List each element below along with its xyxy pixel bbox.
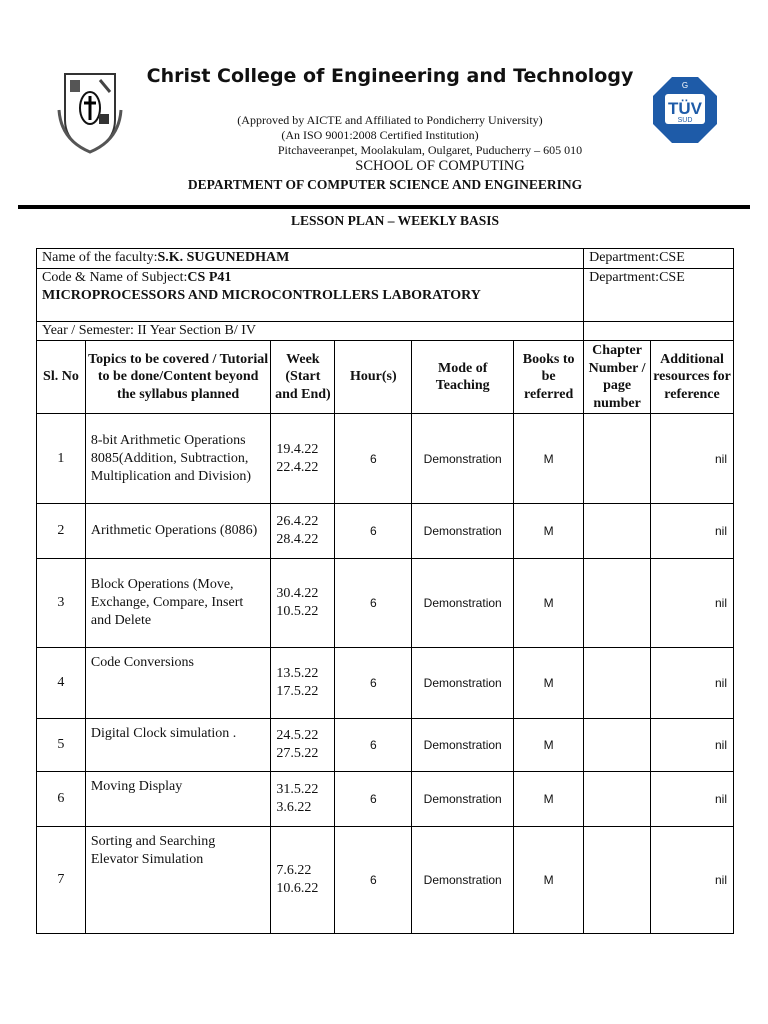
approval-text: (Approved by AICTE and Affiliated to Pondicherry University)	[237, 113, 543, 127]
subject-label: Code & Name of Subject:	[42, 270, 188, 285]
col-week: Week (Start and End)	[271, 341, 335, 414]
row-resources: nil	[651, 648, 734, 719]
address-text: Pitchaveeranpet, Moolakulam, Oulgaret, Puducherry – 605 010	[277, 143, 583, 157]
department-1: Department:CSE	[584, 249, 734, 269]
row-topic: Sorting and Searching Elevator Simulation	[85, 827, 271, 934]
row-hours: 6	[335, 772, 412, 827]
table-row	[37, 559, 734, 648]
row-books: M	[514, 414, 584, 504]
subject-name: MICROPROCESSORS AND MICROCONTROLLERS LABORATORY	[42, 288, 481, 303]
row-mode: Demonstration	[412, 772, 514, 827]
lesson-plan-table	[36, 248, 734, 934]
svg-text:G: G	[681, 81, 689, 90]
row-week: 13.5.22 17.5.22	[271, 648, 335, 719]
row-mode: Demonstration	[412, 648, 514, 719]
row-number: 4	[37, 648, 86, 719]
row-resources: nil	[651, 772, 734, 827]
row-hours: 6	[335, 504, 412, 559]
subject-code: CS P41	[187, 270, 232, 285]
column-header-row	[37, 341, 734, 414]
document-title: LESSON PLAN – WEEKLY BASIS	[290, 213, 500, 228]
row-books: M	[514, 719, 584, 772]
row-resources: nil	[651, 559, 734, 648]
row-hours: 6	[335, 827, 412, 934]
row-week: 19.4.22 22.4.22	[271, 414, 335, 504]
row-resources: nil	[651, 719, 734, 772]
row-chapter	[584, 559, 651, 648]
row-number: 3	[37, 559, 86, 648]
row-resources: nil	[651, 504, 734, 559]
row-mode: Demonstration	[412, 414, 514, 504]
row-books: M	[514, 827, 584, 934]
year-row	[37, 322, 734, 341]
col-mode: Mode of Teaching	[412, 341, 514, 414]
department-name: DEPARTMENT OF COMPUTER SCIENCE AND ENGINEERING	[187, 177, 583, 192]
row-topic: Moving Display	[85, 772, 271, 827]
table-row	[37, 504, 734, 559]
college-name: Christ College of Engineering and Technology	[146, 65, 634, 87]
row-number: 1	[37, 414, 86, 504]
row-chapter	[584, 648, 651, 719]
table-row	[37, 772, 734, 827]
row-number: 5	[37, 719, 86, 772]
faculty-label: Name of the faculty:	[42, 250, 158, 265]
svg-text:SUD: SUD	[677, 117, 693, 124]
row-chapter	[584, 504, 651, 559]
table-row	[37, 414, 734, 504]
col-resources: Additional resources for reference	[651, 341, 734, 414]
row-chapter	[584, 772, 651, 827]
row-mode: Demonstration	[412, 504, 514, 559]
row-hours: 6	[335, 648, 412, 719]
col-chapter: Chapter Number / page number	[584, 341, 651, 414]
col-hours: Hour(s)	[335, 341, 412, 414]
row-hours: 6	[335, 719, 412, 772]
row-hours: 6	[335, 559, 412, 648]
iso-text: (An ISO 9001:2008 Certified Institution)	[281, 128, 479, 142]
table-row	[37, 648, 734, 719]
row-books: M	[514, 559, 584, 648]
row-hours: 6	[335, 414, 412, 504]
row-week: 31.5.22 3.6.22	[271, 772, 335, 827]
row-topic: Digital Clock simulation .	[85, 719, 271, 772]
college-crest-logo	[55, 70, 125, 154]
row-books: M	[514, 504, 584, 559]
row-resources: nil	[651, 827, 734, 934]
row-week: 24.5.22 27.5.22	[271, 719, 335, 772]
row-topic: Block Operations (Move, Exchange, Compare, Insert and Delete	[85, 559, 271, 648]
school-name: SCHOOL OF COMPUTING	[355, 158, 525, 174]
faculty-name: S.K. SUGUNEDHAM	[157, 250, 290, 265]
subject-row	[37, 269, 734, 322]
row-topic: 8-bit Arithmetic Operations 8085(Addition, Subtraction, Multiplication and Division)	[85, 414, 271, 504]
row-topic: Code Conversions	[85, 648, 271, 719]
row-chapter	[584, 719, 651, 772]
table-row	[37, 719, 734, 772]
header-divider	[18, 205, 750, 209]
row-resources: nil	[651, 414, 734, 504]
row-week: 7.6.22 10.6.22	[271, 827, 335, 934]
row-week: 26.4.22 28.4.22	[271, 504, 335, 559]
col-books: Books to be referred	[514, 341, 584, 414]
year-semester: Year / Semester: II Year Section B/ IV	[37, 322, 584, 341]
faculty-row	[37, 249, 734, 269]
col-sl-no: Sl. No	[37, 341, 86, 414]
row-mode: Demonstration	[412, 827, 514, 934]
row-chapter	[584, 827, 651, 934]
row-number: 7	[37, 827, 86, 934]
row-books: M	[514, 772, 584, 827]
row-week: 30.4.22 10.5.22	[271, 559, 335, 648]
row-topic: Arithmetic Operations (8086)	[85, 504, 271, 559]
row-mode: Demonstration	[412, 719, 514, 772]
department-2: Department:CSE	[584, 269, 734, 322]
table-row	[37, 827, 734, 934]
row-number: 6	[37, 772, 86, 827]
row-mode: Demonstration	[412, 559, 514, 648]
svg-text:TÜV: TÜV	[668, 99, 702, 118]
row-number: 2	[37, 504, 86, 559]
col-topics: Topics to be covered / Tutorial to be done/Content beyond the syllabus planned	[85, 341, 271, 414]
row-books: M	[514, 648, 584, 719]
row-chapter	[584, 414, 651, 504]
tuv-sud-logo	[652, 76, 718, 144]
